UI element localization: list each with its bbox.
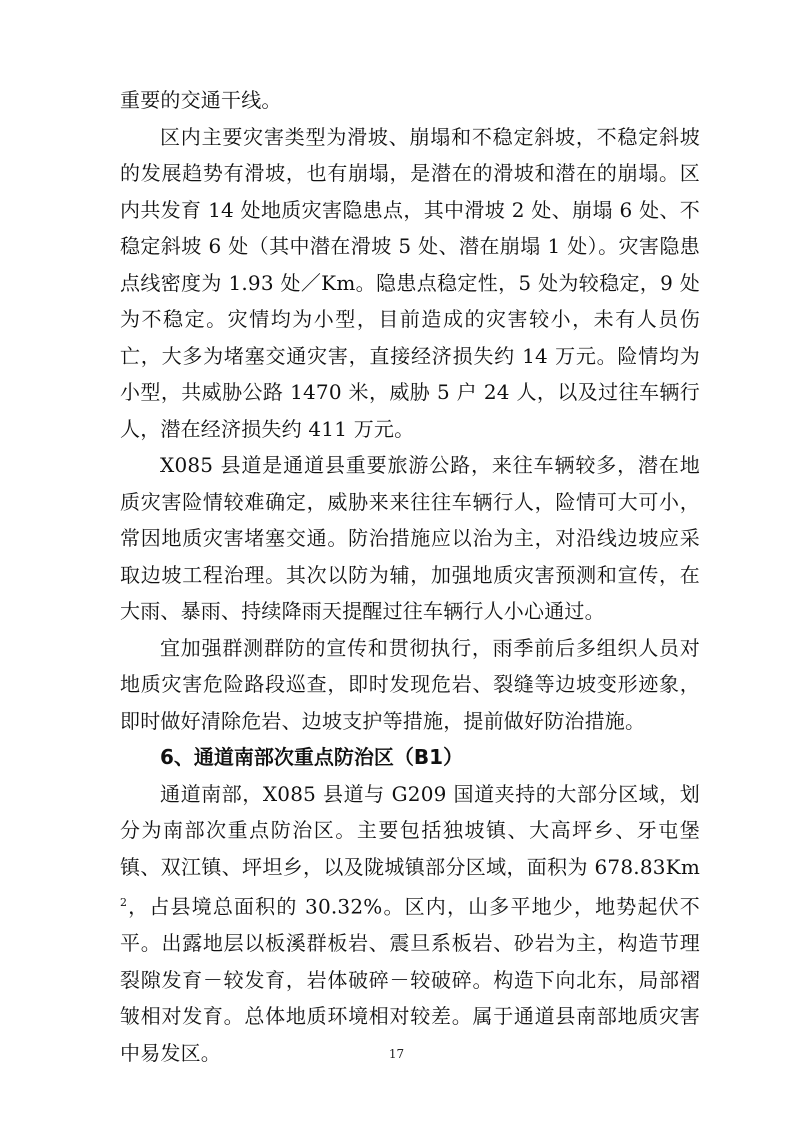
paragraph-mass-prevention: 宜加强群测群防的宣传和贯彻执行，雨季前后多组织人员对地质灾害危险路段巡查，即时发现危岩、裂缝等边坡变形迹象，即时做好清除危岩、边坡支护等措施，提前做好防治措施。 bbox=[120, 635, 700, 733]
paragraph-x085-road: X085 县道是通道县重要旅游公路，来往车辆较多，潜在地质灾害险情较难确定，威胁来来往往车辆行人，险情可大可小，常因地质灾害堵塞交通。防治措施应以治为主，对沿线边坡应采取边坡工程治理。其次以防为辅，加强地质灾害预测和宣传，在大雨、暴雨、持续降雨天提醒过往车辆行人小心通过。 bbox=[120, 453, 700, 623]
south-zone-text-part2: ，占县境总面积的 30.32%。区内，山多平地少，地势起伏不平。出露地层以板溪群板岩、震旦系板岩、砂岩为主，构造节理裂隙发育－较发育，岩体破碎－较破碎。构造下向北东，局部褶皱相对发育。总体地质环境相对较差。属于通道县南部地质灾害中易发区。 bbox=[120, 894, 700, 1065]
body-text bbox=[120, 82, 700, 1071]
section-heading: 6、通道南部次重点防治区（B1） bbox=[160, 745, 464, 769]
paragraph-south-zone bbox=[120, 776, 700, 1072]
paragraph-hazard-types: 区内主要灾害类型为滑坡、崩塌和不稳定斜坡，不稳定斜坡的发展趋势有滑坡，也有崩塌，是潜在的滑坡和潜在的崩塌。区内共发育 14 处地质灾害隐患点，其中滑坡 2 处、崩塌 6 处、不稳定斜坡 6 处（其中潜在滑坡 5 处、潜在崩塌 1 处）。灾害隐患点线密度为 1.93 处／Km。隐患点稳定性，5 处为较稳定，9 处为不稳定。灾情均为小型，目前造成的灾害较小，未有人员伤亡，大多为堵塞交通灾害，直接经济损失约 14 万元。险情均为小型，共威胁公路 1470 米，威胁 5 户 24 人，以及过往车辆行人，潜在经济损失约 411 万元。 bbox=[120, 124, 700, 441]
page-number: 17 bbox=[388, 1047, 405, 1061]
paragraph-continuation: 重要的交通干线。 bbox=[120, 88, 282, 112]
south-zone-text-part1: 通道南部，X085 县道与 G209 国道夹持的大部分区域，划分为南部次重点防治区。主要包括独坡镇、大高坪乡、牙屯堡镇、双江镇、坪坦乡，以及陇城镇部分区域，面积为 678.83Km bbox=[120, 781, 700, 879]
area-unit-superscript: 2 bbox=[120, 896, 128, 909]
